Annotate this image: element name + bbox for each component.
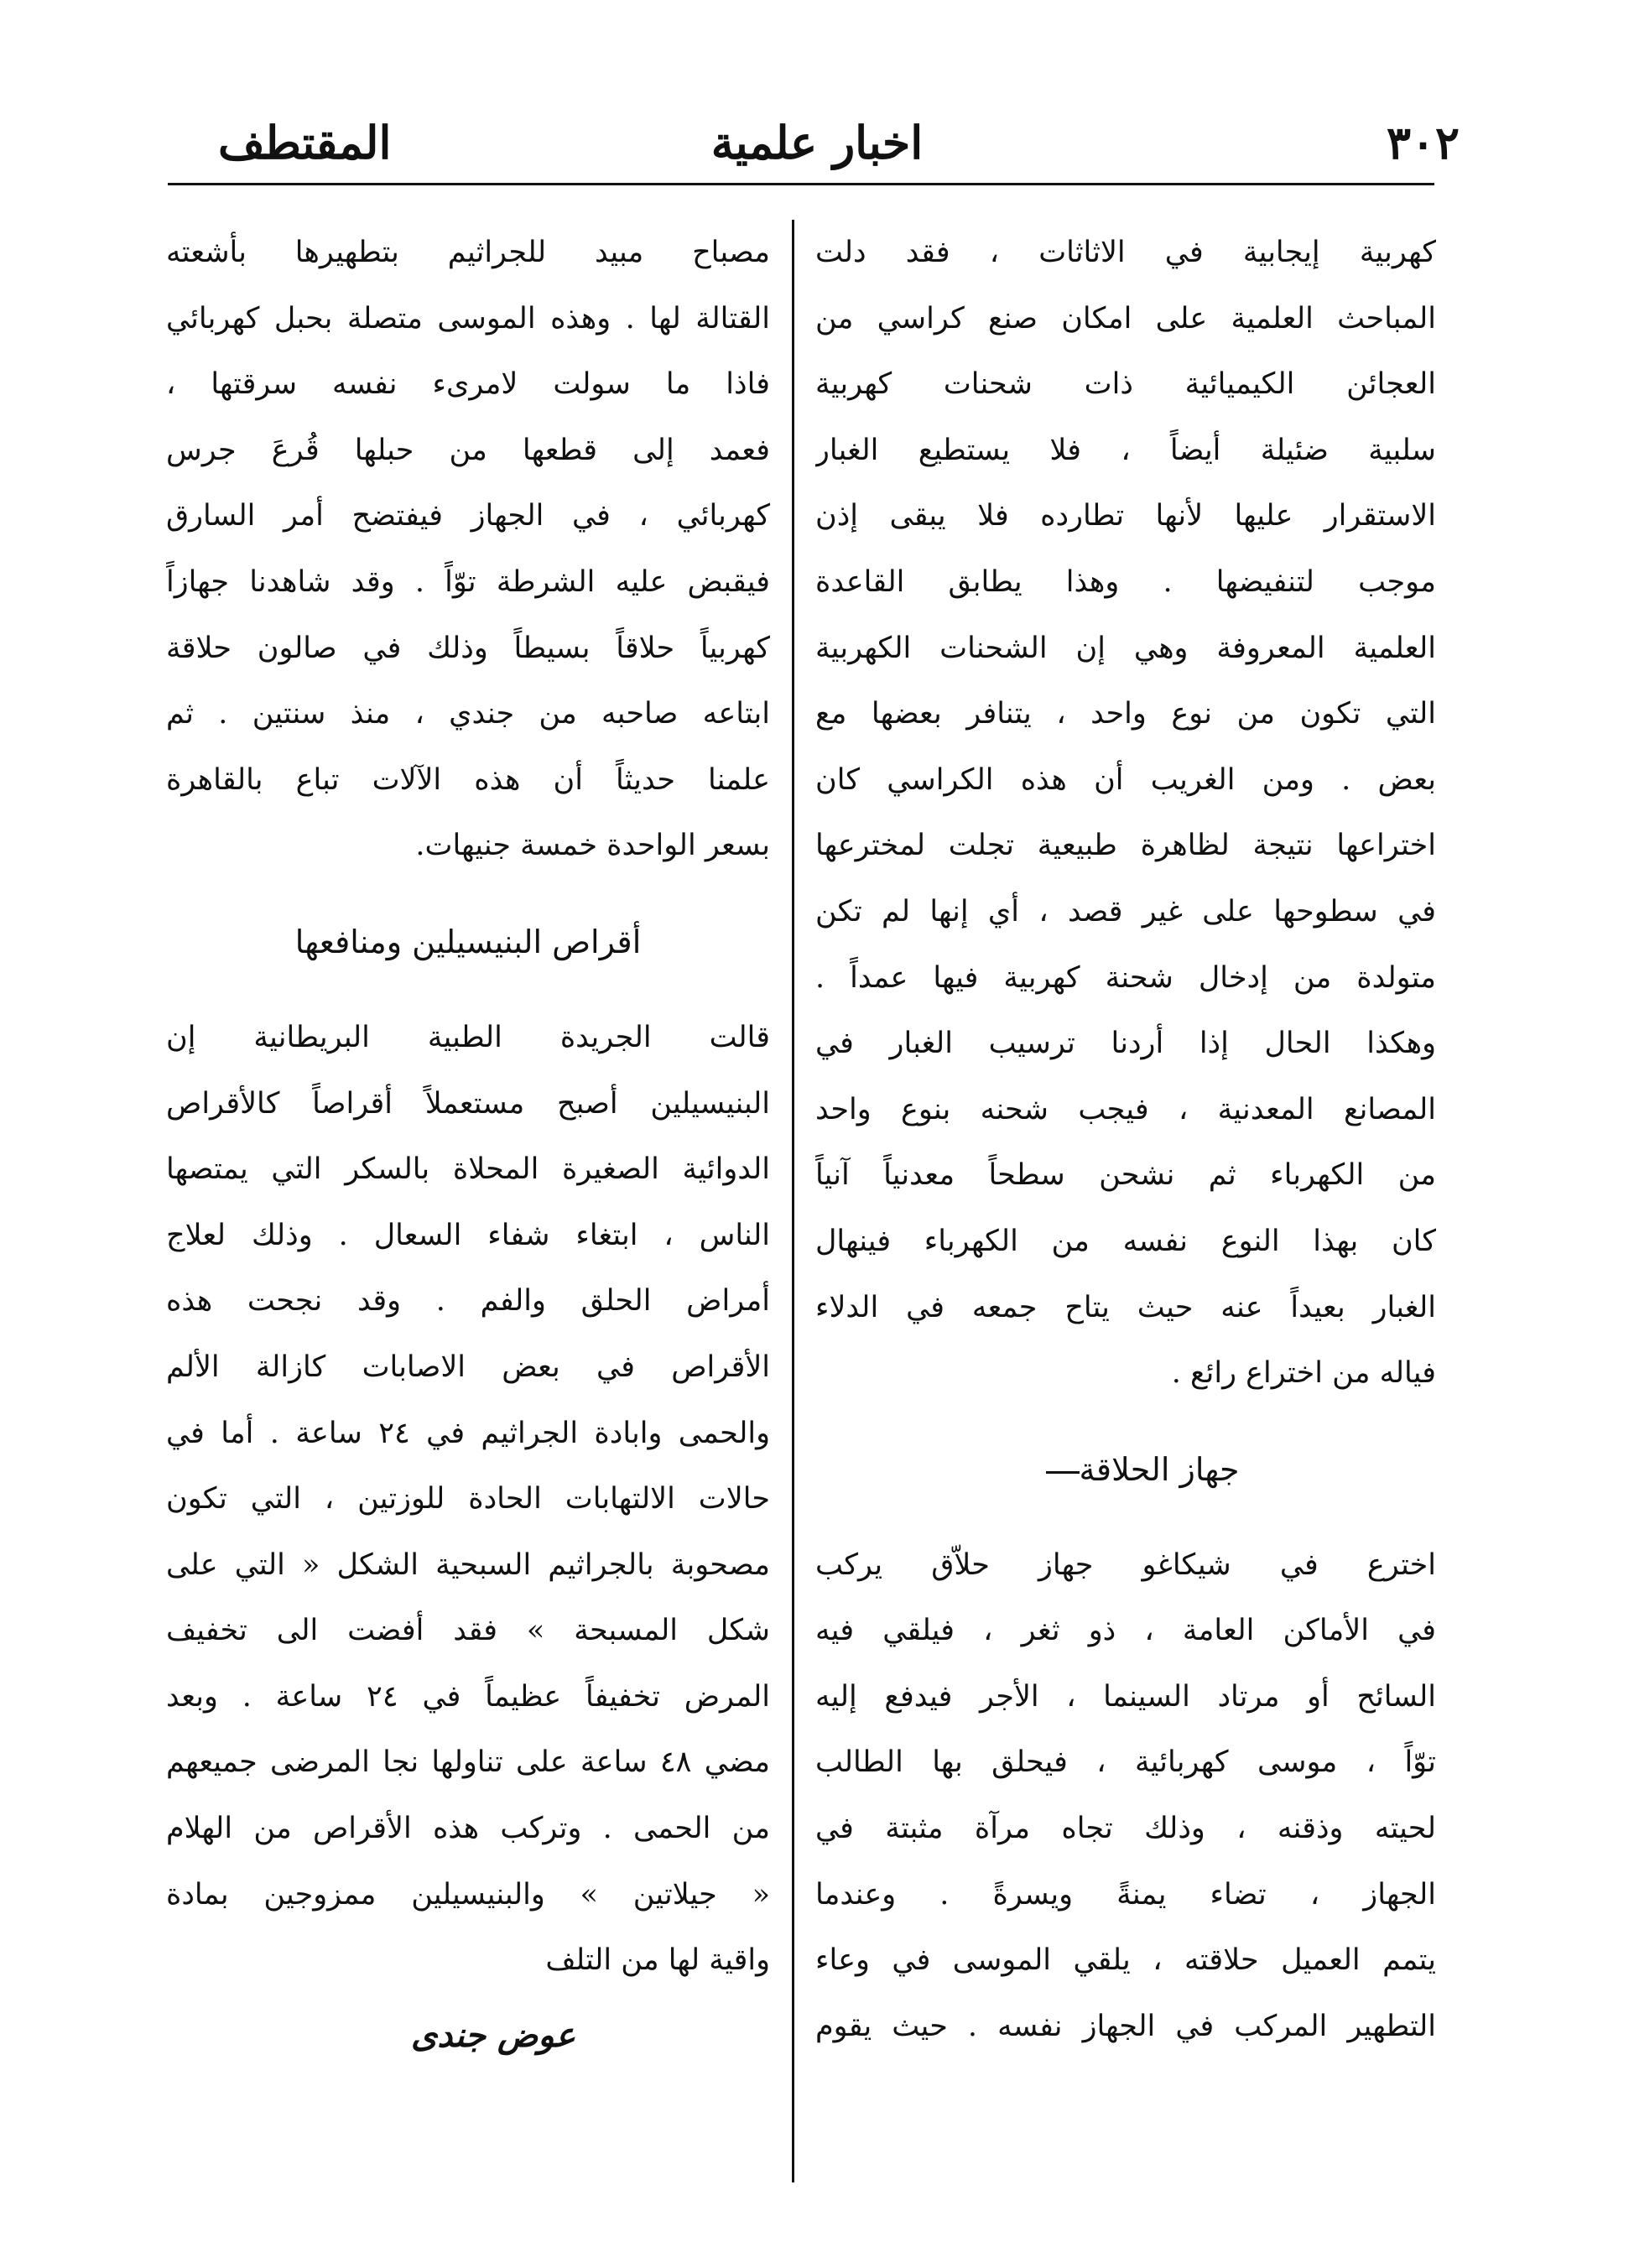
dash-ornament (1046, 1471, 1080, 1474)
magazine-name: المقتطف (218, 116, 392, 169)
text-line: التطهير المركب في الجهاز نفسه . حيث يقوم (815, 2009, 1436, 2043)
text-line: متولدة من إدخال شحنة كهربية فيها عمداً . (815, 960, 1436, 995)
left-column (166, 220, 770, 2078)
text-line: في سطوحها على غير قصد ، أي إنها لم تكن (815, 894, 1436, 929)
subheading-shaving-device (815, 1407, 1436, 1532)
text-line: اختراعها نتيجة لظاهرة طبيعية تجلت لمخترعها (815, 829, 1436, 863)
text-line: كان بهذا النوع نفسه من الكهرباء فينهال (815, 1224, 1436, 1258)
text-line: موجب لتنفيضها . وهذا يطابق القاعدة (815, 564, 1436, 599)
text-line: فاذا ما سولت لامرىء نفسه سرقتها ، (166, 367, 770, 402)
right-paragraph-2 (815, 1532, 1436, 2060)
text-line: المباحث العلمية على امكان صنع كراسي من (815, 301, 1436, 336)
section-title: اخبار علمية (710, 116, 924, 169)
text-line: القتالة لها . وهذه الموسى متصلة بحبل كهربائي (166, 301, 770, 336)
right-column (815, 220, 1436, 2059)
text-line: فعمد إلى قطعها من حبلها قُرعَ جرس (166, 433, 770, 467)
text-line: الأقراص في بعض الاصابات كازالة الألم (166, 1350, 770, 1384)
text-line: من الحمى . وتركب هذه الأقراص من الهلام (166, 1812, 770, 1846)
text-line: بعض . ومن الغريب أن هذه الكراسي كان (815, 762, 1436, 797)
text-line: شكل المسبحة » فقد أفضت الى تخفيف (166, 1614, 770, 1648)
page-number: ٣٠٢ (1386, 116, 1460, 169)
text-line: بسعر الواحدة خمسة جنيهات. (415, 829, 770, 863)
text-line: البنيسيلين أصبح مستعملاً أقراصاً كالأقراص (166, 1086, 770, 1121)
author-signature: عوض جندى (411, 2015, 575, 2055)
text-line: التي تكون من نوع واحد ، يتنافر بعضها مع (815, 697, 1436, 731)
header-rule (168, 183, 1434, 185)
text-line: الاستقرار عليها لأنها تطارده فلا يبقى إذن (815, 499, 1436, 533)
text-line: الناس ، ابتغاء شفاء السعال . وذلك لعلاج (166, 1218, 770, 1252)
text-line: حالات الالتهابات الحادة للوزتين ، التي تكون (166, 1482, 770, 1516)
text-line: العجائن الكيميائية ذات شحنات كهربية (815, 367, 1436, 402)
text-line: كهربياً حلاقاً بسيطاً وذلك في صالون حلاقة (166, 631, 770, 665)
text-line: من الكهرباء ثم نشحن سطحاً معدنياً آنياً (815, 1158, 1436, 1193)
text-line: في الأماكن العامة ، ذو ثغر ، فيلقي فيه (815, 1614, 1436, 1648)
text-line: فياله من اختراع رائع . (1171, 1356, 1436, 1391)
text-line: علمنا حديثاً أن هذه الآلات تباع بالقاهرة (166, 762, 770, 797)
text-line: توّاً ، موسى كهربائية ، فيحلق بها الطالب (815, 1745, 1436, 1780)
text-line: الجهاز ، تضاء يمنةً ويسرةً . وعندما (815, 1877, 1436, 1912)
text-line: يتمم العميل حلاقته ، يلقي الموسى في وعاء (815, 1943, 1436, 1978)
left-paragraph-2 (166, 1005, 770, 1994)
text-line: مصحوبة بالجراثيم السبحية الشكل « التي على (166, 1548, 770, 1582)
text-line: الدوائية الصغيرة المحلاة بالسكر التي يمتصها (166, 1152, 770, 1187)
text-line: كهربية إيجابية في الاثاثات ، فقد دلت (815, 236, 1436, 269)
text-line: واقية لها من التلف (545, 1943, 770, 1978)
text-line: مضي ٤٨ ساعة على تناولها نجا المرضى جميعهم (166, 1745, 770, 1780)
text-line: المرض تخفيفاً عظيماً في ٢٤ ساعة . وبعد (166, 1679, 770, 1714)
left-paragraph-1 (166, 220, 770, 879)
text-line: والحمى وابادة الجراثيم في ٢٤ ساعة . أما في (166, 1416, 770, 1450)
text-line: سلبية ضئيلة أيضاً ، فلا يستطيع الغبار (815, 433, 1436, 467)
text-line: وهكذا الحال إذا أردنا ترسيب الغبار في (815, 1027, 1436, 1061)
text-line: كهربائي ، في الجهاز فيفتضح أمر السارق (166, 499, 770, 533)
text-line: ابتاعه صاحبه من جندي ، منذ سنتين . ثم (166, 697, 770, 731)
subheading-text: جهاز الحلاقة (1079, 1450, 1240, 1488)
subheading-penicillin-tablets: أقراص البنيسيلين ومنافعها (294, 923, 642, 960)
column-divider (792, 220, 794, 2182)
text-line: اخترع في شيكاغو جهاز حلاّق يركب (815, 1548, 1436, 1582)
text-line: لحيته وذقنه ، وذلك تجاه مرآة مثبتة في (815, 1812, 1436, 1846)
text-line: قالت الجريدة الطبية البريطانية إن (166, 1020, 770, 1054)
text-line: « جيلاتين » والبنيسيلين ممزوجين بمادة (166, 1877, 770, 1912)
text-line: السائح أو مرتاد السينما ، الأجر فيدفع إليه (815, 1679, 1436, 1714)
text-line: مصباح مبيد للجراثيم بتطهيرها بأشعته (166, 236, 770, 269)
text-line: أمراض الحلق والفم . وقد نجحت هذه (166, 1284, 770, 1319)
text-line: المصانع المعدنية ، فيجب شحنه بنوع واحد (815, 1092, 1436, 1126)
text-line: فيقبض عليه الشرطة توّاً . وقد شاهدنا جهازاً (166, 564, 770, 599)
right-paragraph-1 (815, 220, 1436, 1407)
text-line: الغبار بعيداً عنه حيث يتاح جمعه في الدلاء (815, 1290, 1436, 1324)
text-line: العلمية المعروفة وهي إن الشحنات الكهربية (815, 631, 1436, 665)
